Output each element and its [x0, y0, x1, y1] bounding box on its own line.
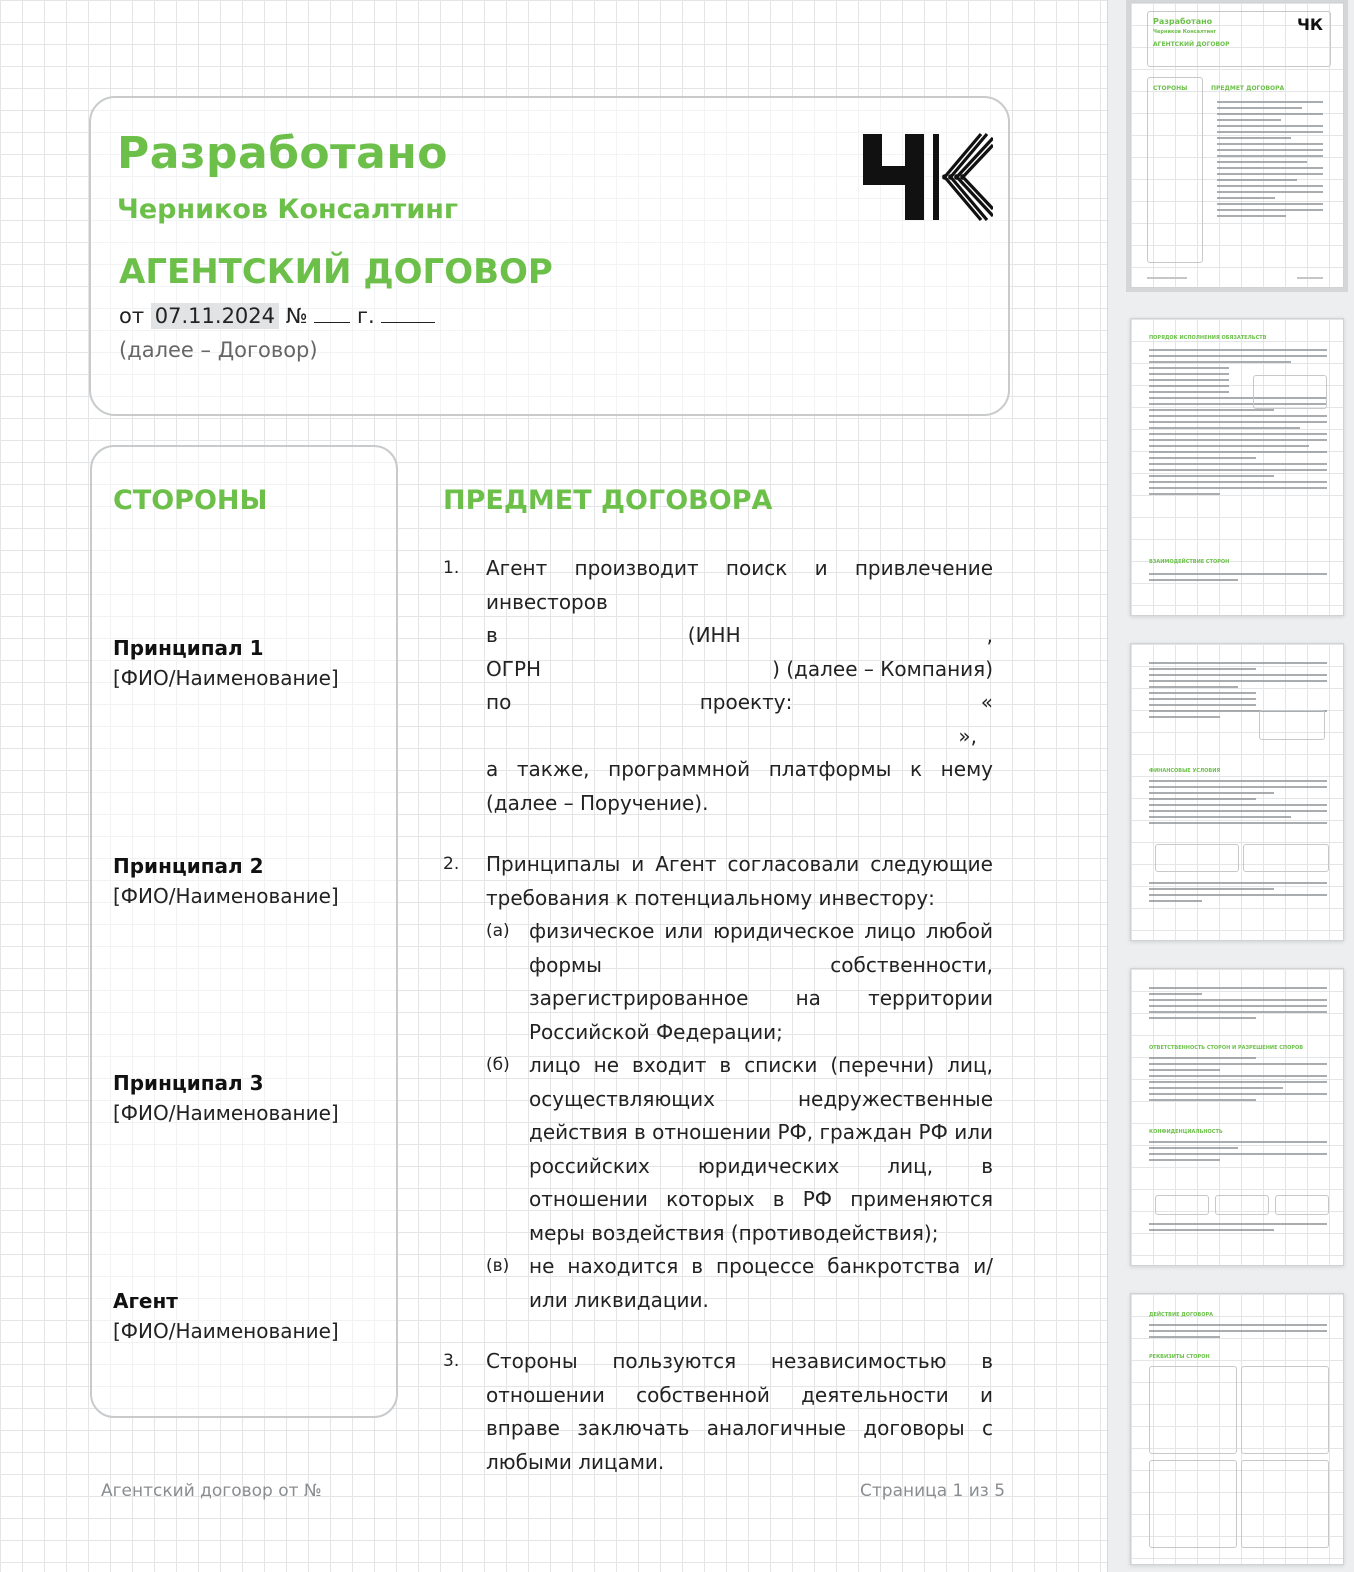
- clause-subitem: [486, 1250, 993, 1317]
- thumb-requisites-box: [1241, 1366, 1329, 1454]
- document-title: АГЕНТСКИЙ ДОГОВОР: [119, 252, 553, 292]
- thumb-footer: [1147, 277, 1187, 279]
- thumb-text-lines: [1149, 1223, 1327, 1235]
- thumb-requisites-box: [1241, 1460, 1329, 1548]
- subject-heading: ПРЕДМЕТ ДОГОВОРА: [443, 485, 773, 516]
- thumb-heading: ПРЕДМЕТ ДОГОВОРА: [1211, 85, 1285, 92]
- thumb-text-lines: [1217, 101, 1323, 221]
- number-label: №: [285, 304, 308, 328]
- page-thumbnail-4[interactable]: [1130, 968, 1344, 1266]
- thumb-text-lines: [1149, 882, 1327, 906]
- party-principal-3: [113, 1071, 339, 1125]
- date-prefix: от: [119, 304, 145, 328]
- thumb-heading: ПОРЯДОК ИСПОЛНЕНИЯ ОБЯЗАТЕЛЬСТВ: [1149, 335, 1267, 341]
- thumb-callout: [1243, 844, 1329, 872]
- thumb-text-lines: [1149, 1141, 1327, 1165]
- clause-3: [443, 1345, 993, 1479]
- thumb-parties-box: [1147, 77, 1203, 263]
- clause-text: Стороны пользуются независимостью в отношении собственной деятельности и вправе заключать аналогичные договоры с любыми лицами.: [486, 1349, 993, 1474]
- subitem-text: не находится в процессе банкротства и/или ликвидации.: [529, 1254, 993, 1312]
- thumb-text-lines: [1149, 780, 1327, 828]
- thumb-brand: Разработано: [1153, 17, 1213, 26]
- thumb-title: АГЕНТСКИЙ ДОГОВОР: [1153, 41, 1230, 48]
- thumb-callout: [1155, 1195, 1209, 1215]
- document-date-line: [119, 304, 435, 328]
- thumb-callout: [1275, 1195, 1329, 1215]
- party-role: Агент: [113, 1289, 178, 1313]
- document-note: (далее – Договор): [119, 338, 318, 362]
- thumb-callout: [1155, 844, 1239, 872]
- clause-word: ОГРН: [486, 656, 542, 681]
- party-principal-2: [113, 854, 339, 908]
- number-field[interactable]: [314, 305, 350, 323]
- footer-document-label: Агентский договор от №: [101, 1481, 322, 1501]
- clause-text: а также, программной платформы к нему (далее – Поручение).: [486, 757, 993, 815]
- thumb-heading: СТОРОНЫ: [1153, 85, 1188, 92]
- thumb-text-lines: [1149, 987, 1327, 1023]
- clause-fill-line: [486, 653, 993, 687]
- date-field[interactable]: 07.11.2024: [151, 303, 279, 329]
- clause-word: (ИНН: [687, 623, 741, 647]
- party-name[interactable]: [ФИО/Наименование]: [113, 884, 339, 908]
- page-thumbnail-2[interactable]: [1130, 318, 1344, 616]
- party-role: Принципал 2: [113, 854, 264, 878]
- subject-clauses: [443, 552, 993, 1479]
- footer-page-number: Страница 1 из 5: [860, 1481, 1006, 1501]
- page-thumbnail-5[interactable]: [1130, 1293, 1344, 1565]
- thumb-callout: [1215, 1195, 1269, 1215]
- party-name[interactable]: [ФИО/Наименование]: [113, 1319, 339, 1343]
- thumb-callout: [1259, 710, 1325, 740]
- thumb-text-lines: [1149, 349, 1327, 499]
- party-role: Принципал 3: [113, 1071, 264, 1095]
- subitem-text: физическое или юридическое лицо любой формы собственности, зарегистрированное на территории Российской Федерации;: [529, 919, 993, 1044]
- thumb-text-lines: [1149, 1324, 1327, 1342]
- chk-logo-icon: [863, 132, 993, 222]
- page-thumbnail-3[interactable]: [1130, 643, 1344, 941]
- thumb-heading: КОНФИДЕНЦИАЛЬНОСТЬ: [1149, 1129, 1223, 1135]
- year-label: г.: [356, 304, 375, 328]
- thumb-header-box: [1147, 11, 1331, 67]
- thumb-heading: РЕКВИЗИТЫ СТОРОН: [1149, 1354, 1210, 1360]
- party-principal-1: [113, 636, 339, 690]
- clause-quote-close: »,: [958, 723, 977, 748]
- clause-word: проекту:: [699, 690, 793, 714]
- clause-1: [443, 552, 993, 820]
- subitem-mark: (в): [486, 1256, 510, 1276]
- city-field[interactable]: [381, 305, 435, 323]
- clause-fill-line: [486, 619, 993, 653]
- party-agent: [113, 1289, 339, 1343]
- thumb-text-lines: [1149, 1057, 1327, 1105]
- party-role: Принципал 1: [113, 636, 264, 660]
- thumb-text-lines: [1149, 573, 1327, 585]
- clause-number: 2.: [443, 854, 460, 874]
- clause-text: Агент производит поиск и привлечение инвесторов: [486, 556, 993, 614]
- thumb-logo-icon: ЧК: [1297, 15, 1324, 34]
- clause-subitem: [486, 915, 993, 1049]
- clause-number: 1.: [443, 558, 460, 578]
- thumb-heading: ФИНАНСОВЫЕ УСЛОВИЯ: [1149, 768, 1221, 774]
- clause-word: ,: [986, 623, 993, 647]
- thumb-heading: ДЕЙСТВИЕ ДОГОВОРА: [1149, 1312, 1214, 1318]
- clause-word: в: [486, 623, 498, 647]
- brand-title: Разработано: [117, 128, 448, 179]
- subitem-text: лицо не входит в списки (перечни) лиц, осуществляющих недружественные действия в отношении РФ, граждан РФ или российских юридических лиц, в отношении которых в РФ применяются меры воздействия (противодействия);: [529, 1053, 993, 1245]
- clause-word: «: [980, 690, 993, 714]
- subitem-mark: (б): [486, 1055, 510, 1075]
- thumb-callout: [1253, 375, 1327, 409]
- clause-2: [443, 848, 993, 1317]
- party-name[interactable]: [ФИО/Наименование]: [113, 666, 339, 690]
- page-thumbnail-1[interactable]: [1130, 2, 1344, 288]
- thumb-heading: ВЗАИМОДЕЙСТВИЕ СТОРОН: [1149, 559, 1230, 565]
- clause-fill-line: [486, 686, 993, 720]
- parties-heading: СТОРОНЫ: [113, 485, 268, 516]
- thumb-brand-sub: Черников Консалтинг: [1153, 29, 1217, 35]
- thumb-requisites-box: [1149, 1460, 1237, 1548]
- thumb-requisites-box: [1149, 1366, 1237, 1454]
- page-thumbnails-panel: [1108, 0, 1354, 1572]
- clause-number: 3.: [443, 1351, 460, 1371]
- brand-subtitle: Черников Консалтинг: [117, 194, 458, 225]
- clause-word: ) (далее – Компания): [772, 656, 993, 681]
- clause-word: по: [486, 690, 512, 714]
- parties-card: [90, 445, 398, 1418]
- clause-text: Принципалы и Агент согласовали следующие требования к потенциальному инвестору:: [486, 852, 993, 910]
- clause-subitem: [486, 1049, 993, 1250]
- subitem-mark: (а): [486, 921, 510, 941]
- thumb-footer: [1297, 277, 1323, 279]
- header-card: [89, 96, 1010, 416]
- party-name[interactable]: [ФИО/Наименование]: [113, 1101, 339, 1125]
- thumb-heading: ОТВЕТСТВЕННОСТЬ СТОРОН И РАЗРЕШЕНИЕ СПОРОВ: [1149, 1045, 1304, 1051]
